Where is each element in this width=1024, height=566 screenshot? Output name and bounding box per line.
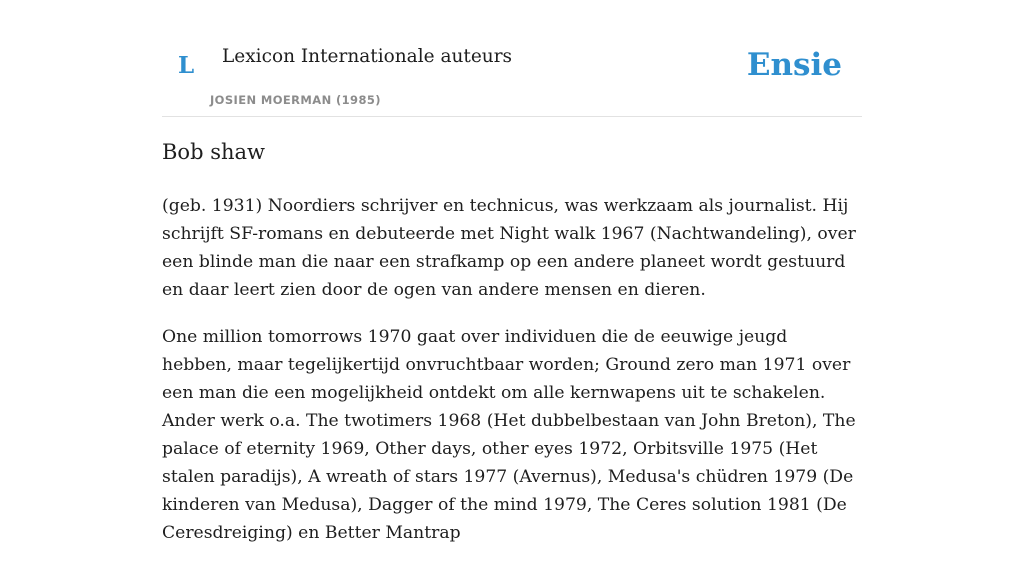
lexicon-logo-letter: L: [178, 52, 195, 79]
article-container: [162, 0, 862, 543]
ensie-brand-logo[interactable]: Ensie: [746, 47, 842, 83]
entry-body: [162, 192, 862, 566]
lexicon-header: [162, 0, 862, 117]
entry-title: Bob shaw: [162, 140, 265, 164]
entry-paragraph: (geb. 1931) Noordiers schrijver en technicus, was werkzaam als journalist. Hij schrijft SF-romans en debuteerde met Night walk 1967 (Nachtwandeling), over een blinde man die naar een strafkamp op een andere planeet wordt gestuurd en daar leert zien door de ogen van andere mensen en dieren.: [162, 196, 856, 300]
entry-paragraph: One million tomorrows 1970 gaat over individuen die de eeuwige jeugd hebben, maar tegelijkertijd onvruchtbaar worden; Ground zero man 1971 over een man die een mogelijkheid ontdekt om alle kernwapens uit te schakelen. Ander werk o.a. The twotimers 1968 (Het dubbelbestaan van John Breton), The palace of eternity 1969, Other days, other eyes 1972, Orbitsville 1975 (Het stalen paradijs), A wreath of stars 1977 (Avernus), Medusa's chüdren 1979 (De kinderen van Medusa), Dagger of the mind 1979, The Ceres solution 1981 (De Ceresdreiging) en Better Mantrap: [162, 327, 856, 543]
lexicon-title-link[interactable]: Lexicon Internationale auteurs: [222, 46, 513, 67]
lexicon-author-line: JOSIEN MOERMAN (1985): [210, 93, 381, 107]
